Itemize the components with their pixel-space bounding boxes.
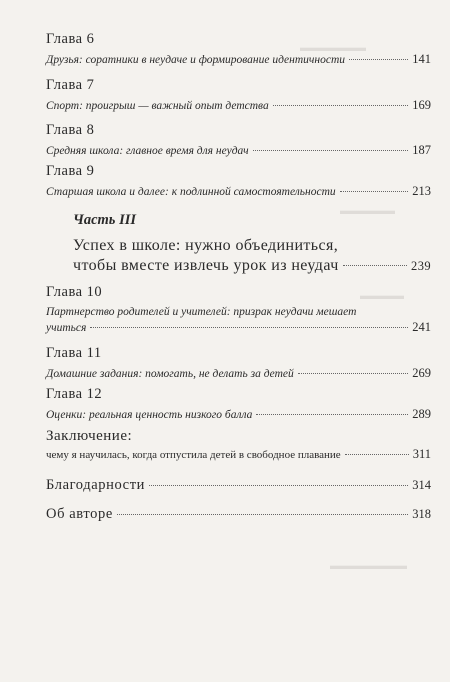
toc-entry[interactable]	[46, 121, 431, 159]
toc-entry[interactable]	[46, 427, 431, 463]
page-number: 269	[412, 366, 431, 380]
page-number: 187	[412, 143, 431, 157]
chapter-title: Домашние задания: помогать, не делать за детей	[46, 368, 294, 380]
about-author-label: Об авторе	[46, 506, 113, 522]
dot-leader	[298, 373, 408, 374]
page-number: 318	[412, 507, 431, 521]
page-number: 239	[411, 259, 431, 273]
chapter-heading: Глава 7	[46, 77, 95, 93]
dot-leader	[343, 265, 407, 266]
chapter-title: Средняя школа: главное время для неудач	[46, 145, 249, 157]
toc-entry[interactable]	[46, 30, 431, 68]
toc-entry[interactable]	[46, 76, 431, 114]
dot-leader	[340, 191, 409, 192]
bleed-through-text: ▬▬▬▬	[360, 290, 404, 302]
chapter-heading: Глава 10	[46, 284, 103, 300]
chapter-title: Старшая школа и далее: к подлинной самостоятельности	[46, 186, 336, 198]
chapter-heading: Глава 6	[46, 31, 95, 47]
chapter-heading: Глава 8	[46, 122, 95, 138]
page-number: 213	[412, 184, 431, 198]
toc-entry[interactable]	[46, 506, 431, 523]
bleed-through-text: ▬▬▬▬▬▬▬	[330, 560, 407, 572]
dot-leader	[256, 414, 408, 415]
toc-entry[interactable]	[46, 344, 431, 382]
chapter-title: Оценки: реальная ценность низкого балла	[46, 409, 253, 421]
chapter-title: Спорт: проигрыш — важный опыт детства	[46, 100, 269, 112]
chapter-heading: Глава 11	[46, 345, 102, 361]
chapter-heading: Глава 9	[46, 163, 95, 179]
part-title[interactable]	[73, 236, 431, 276]
page-number: 314	[412, 478, 431, 492]
dot-leader	[345, 454, 409, 455]
part-label: Часть III	[73, 212, 136, 228]
dot-leader	[117, 514, 408, 515]
page-number: 169	[412, 98, 431, 112]
chapter-title-line-2: учиться	[46, 322, 87, 334]
bleed-through-text: ▬▬▬▬▬▬	[300, 42, 366, 54]
toc-entry[interactable]	[46, 283, 431, 336]
page-number: 289	[412, 407, 431, 421]
dot-leader	[253, 150, 409, 151]
conclusion-heading: Заключение:	[46, 428, 133, 444]
page-number: 311	[412, 447, 431, 461]
bleed-through-text: ▬▬▬▬▬	[340, 205, 395, 217]
acknowledgements-label: Благодарности	[46, 477, 145, 493]
dot-leader	[149, 485, 408, 486]
dot-leader	[349, 59, 408, 60]
chapter-title-line-1: Партнерство родителей и учителей: призрак неудачи мешает	[46, 306, 357, 318]
part-title-line-1: Успех в школе: нужно объединиться,	[73, 237, 339, 254]
part-title-line-2: чтобы вместе извлечь урок из неудач	[73, 257, 339, 274]
dot-leader	[90, 327, 408, 328]
dot-leader	[273, 105, 409, 106]
chapter-title: Друзья: соратники в неудаче и формирование идентичности	[46, 54, 346, 66]
page-number: 241	[412, 320, 431, 334]
page-number: 141	[412, 52, 431, 66]
toc-entry[interactable]	[46, 477, 431, 494]
chapter-heading: Глава 12	[46, 386, 103, 402]
conclusion-title: чему я научилась, когда отпустила детей в свободное плавание	[46, 449, 341, 461]
toc-entry[interactable]	[46, 385, 431, 423]
toc-entry[interactable]	[46, 162, 431, 200]
